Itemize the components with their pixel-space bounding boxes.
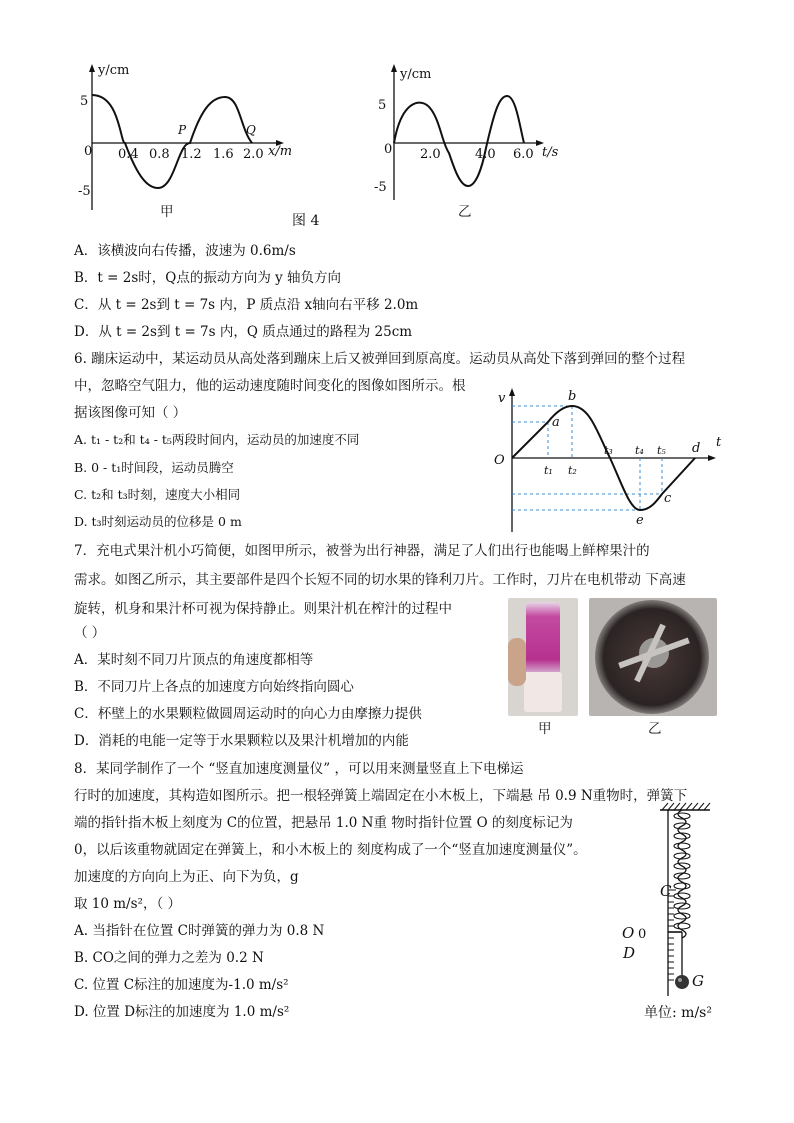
q7-stem-line-1: 7．充电式果汁机小巧简便，如图甲所示，被誉为出行神器，满足了人们出行也能喝上鲜榨果汁的 [74,543,650,559]
q8-stem-line-2: 行时的加速度，其构造如图所示。把一根轻弹簧上端固定在小木板上，下端悬 吊 0.9 N重物时，弹簧下 [74,788,688,804]
wave-graph-jia [80,58,300,228]
q8-stem-line-3: 端的指针指木板上刻度为 C的位置，把悬吊 1.0 N重 物时指针位置 O 的刻度标记为 [74,815,573,831]
wave-graph-yi [374,58,574,208]
yi-y-tick: -5 [374,180,387,195]
blade-photo [589,598,717,716]
point-d-label: d [692,441,701,456]
label-d: D [623,944,636,962]
q8-stem-line-5: 加速度的方向向上为正、向下为负，g [74,869,299,885]
jia-x-axis-label: x/m [268,144,293,159]
q8-option-d: D. 位置 D标注的加速度为 1.0 m/s² [74,1004,290,1020]
yi-origin: 0 [384,142,393,157]
label-g: G [692,972,704,990]
photo-jia-label: 甲 [538,721,552,737]
q7-option-c: C．杯壁上的水果颗粒做圆周运动时的向心力由摩擦力提供 [74,706,422,722]
q8-option-a: A. 当指针在位置 C时弹簧的弹力为 0.8 N [74,923,325,939]
q7-option-b: B．不同刀片上各点的加速度方向始终指向圆心 [74,679,354,695]
spring-accelerometer-figure [618,800,728,1030]
tick-t3: t₃ [604,444,613,457]
q8-stem-line-4: 0，以后该重物就固定在弹簧上，和小木板上的 刻度构成了一个“竖直加速度测量仪”。 [74,842,587,858]
photo-yi-label: 乙 [648,721,662,737]
jia-x-tick: 0.8 [149,147,170,162]
jia-x-tick: 1.2 [181,147,202,162]
q7-stem-line-4: （ ） [74,625,106,641]
tick-t2: t₂ [568,464,577,477]
yi-y-axis-label: y/cm [400,67,432,82]
q7-option-a: A．某时刻不同刀片顶点的角速度都相等 [74,652,314,668]
velocity-time-graph [490,384,730,534]
q6-option-a: A. t₁ - t₂和 t₄ - t₅两段时间内，运动员的加速度不同 [74,432,360,447]
jia-y-tick: -5 [78,184,91,199]
q8-stem-line-6: 取 10 m/s²，（ ） [74,896,181,912]
q7-option-d: D．消耗的电能一定等于水果颗粒以及果汁机增加的内能 [74,733,409,749]
q7-stem-line-2: 需求。如图乙所示，其主要部件是四个长短不同的切水果的锋利刀片。工作时，刀片在电机带动 下高速 [74,572,686,588]
jia-y-tick: 5 [80,94,89,109]
q5-option-a: A．该横波向右传播，波速为 0.6m/s [74,243,296,259]
yi-y-tick: 5 [378,98,387,113]
q6-option-b: B. 0 - t₁时间段，运动员腾空 [74,460,234,475]
q8-option-c: C. 位置 C标注的加速度为-1.0 m/s² [74,977,289,993]
figure-yi-label: 乙 [458,204,472,220]
tick-t1: t₁ [544,464,553,477]
label-o: O [622,924,635,942]
point-c-label: c [664,491,672,506]
point-b-label: b [568,389,577,404]
yi-x-tick: 2.0 [420,147,441,162]
tick-t5: t₅ [657,444,666,457]
jia-y-axis-label: y/cm [98,63,130,78]
yi-x-axis-label: t/s [542,145,559,160]
q5-option-c: C．从 t = 2s到 t = 7s 内，P 质点沿 x轴向右平移 2.0m [74,297,419,313]
jia-x-tick: 2.0 [243,147,264,162]
jia-origin: 0 [84,144,93,159]
point-q-label: Q [246,123,256,137]
q8-stem-line-1: 8．某同学制作了一个 “竖直加速度测量仪” ，可以用来测量竖直上下电梯运 [74,761,524,777]
t-axis-label: t [716,435,722,450]
yi-x-tick: 6.0 [513,147,534,162]
q7-stem-line-3: 旋转，机身和果汁杯可视为保持静止。则果汁机在榨汁的过程中 [74,601,452,617]
q6-stem-line-2: 中，忽略空气阻力，他的运动速度随时间变化的图像如图所示。根 [74,378,466,394]
figure-4-title: 图 4 [292,213,320,229]
point-a-label: a [552,415,560,430]
tick-t4: t₄ [635,444,644,457]
point-e-label: e [636,513,644,528]
yi-x-tick: 4.0 [475,147,496,162]
q5-option-d: D．从 t = 2s到 t = 7s 内，Q 质点通过的路程为 25cm [74,324,413,340]
jia-x-tick: 1.6 [213,147,234,162]
q5-option-b: B．t = 2s时，Q点的振动方向为 y 轴负方向 [74,270,342,286]
origin-o-label: O [494,453,505,468]
q6-stem-line-3: 据该图像可知（ ） [74,405,187,421]
q6-stem-line-1: 6. 蹦床运动中，某运动员从高处落到蹦床上后又被弹回到原高度。运动员从高处下落到弹回的整个过程 [74,351,686,367]
figure-jia-label: 甲 [160,204,174,220]
juicer-photo [508,598,578,716]
q6-option-d: D. t₃时刻运动员的位移是 0 m [74,514,242,529]
label-zero: 0 [638,927,647,942]
jia-x-tick: 0.4 [118,147,139,162]
label-c: C [660,882,672,900]
q8-option-b: B. CO之间的弹力之差为 0.2 N [74,950,264,966]
unit-label: 单位: m/s² [644,1005,712,1021]
q6-option-c: C. t₂和 t₃时刻，速度大小相同 [74,487,241,502]
point-p-label: P [178,123,187,137]
v-axis-label: v [498,391,506,406]
